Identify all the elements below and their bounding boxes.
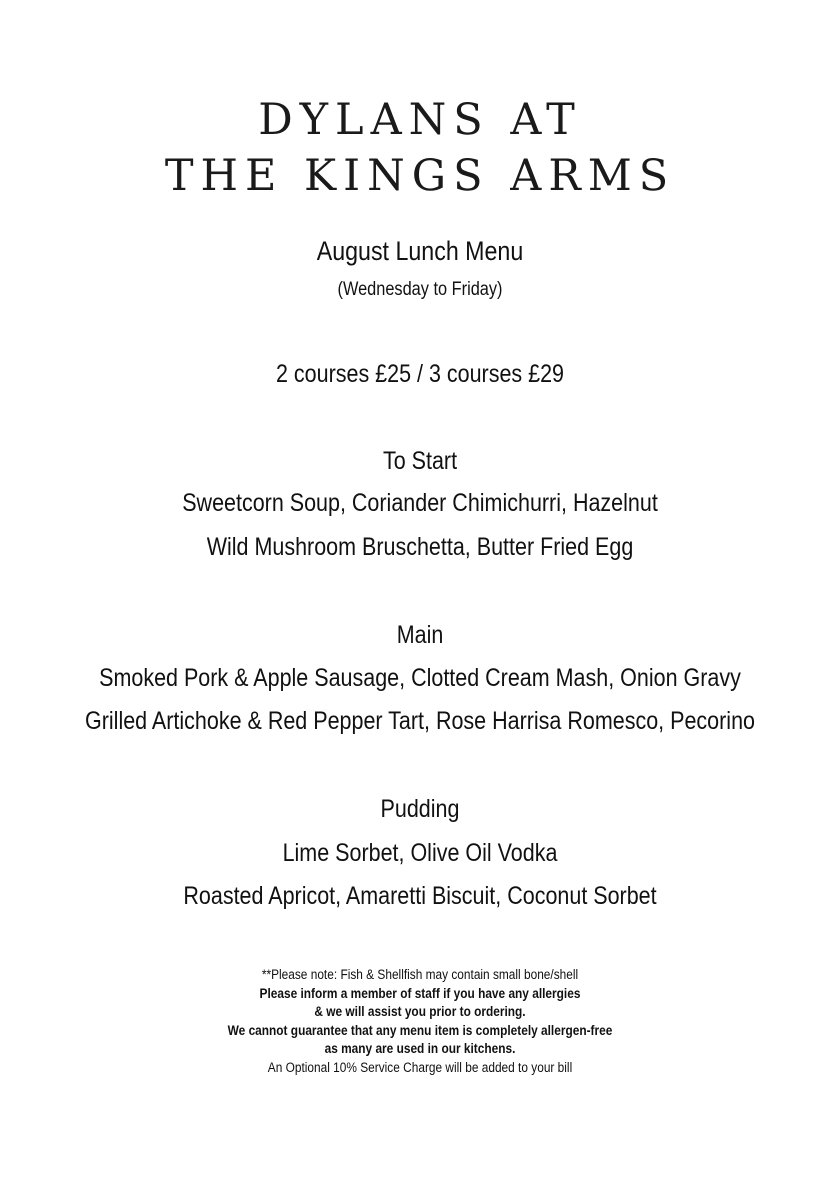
course-prices: 2 courses £25 / 3 courses £29 <box>275 360 565 388</box>
restaurant-name <box>0 92 840 204</box>
dish-main-1: Smoked Pork & Apple Sausage, Clotted Cream Mash, Onion Gravy <box>99 664 741 692</box>
allergy-note-2: & we will assist you prior to ordering. <box>314 1004 526 1019</box>
dish-pudding-2: Roasted Apricot, Amaretti Biscuit, Coconut Sorbet <box>183 882 657 910</box>
service-charge-note: An Optional 10% Service Charge will be added to your bill <box>267 1059 573 1075</box>
dish-main-2: Grilled Artichoke & Red Pepper Tart, Rose Harrisa Romesco, Pecorino <box>85 707 755 735</box>
menu-title: August Lunch Menu <box>316 236 524 266</box>
section-title-main: Main <box>396 621 444 649</box>
allergy-note-3: We cannot guarantee that any menu item is completely allergen-free <box>227 1022 613 1038</box>
restaurant-name-line-1: DYLANS AT <box>258 95 582 145</box>
dish-pudding-1: Lime Sorbet, Olive Oil Vodka <box>282 839 558 867</box>
menu-subtitle: (Wednesday to Friday) <box>337 279 503 300</box>
allergy-note-4: as many are used in our kitchens. <box>324 1041 516 1056</box>
allergy-note-1: Please inform a member of staff if you have any allergies <box>259 985 581 1001</box>
dish-start-1: Sweetcorn Soup, Coriander Chimichurri, Hazelnut <box>182 489 658 517</box>
fish-note: **Please note: Fish & Shellfish may contain small bone/shell <box>261 967 579 982</box>
allergen-notes <box>0 966 840 1077</box>
section-title-pudding: Pudding <box>380 795 460 823</box>
section-title-start: To Start <box>382 447 458 475</box>
restaurant-name-line-2: THE KINGS ARMS <box>164 151 676 201</box>
dish-start-2: Wild Mushroom Bruschetta, Butter Fried Egg <box>206 533 634 561</box>
